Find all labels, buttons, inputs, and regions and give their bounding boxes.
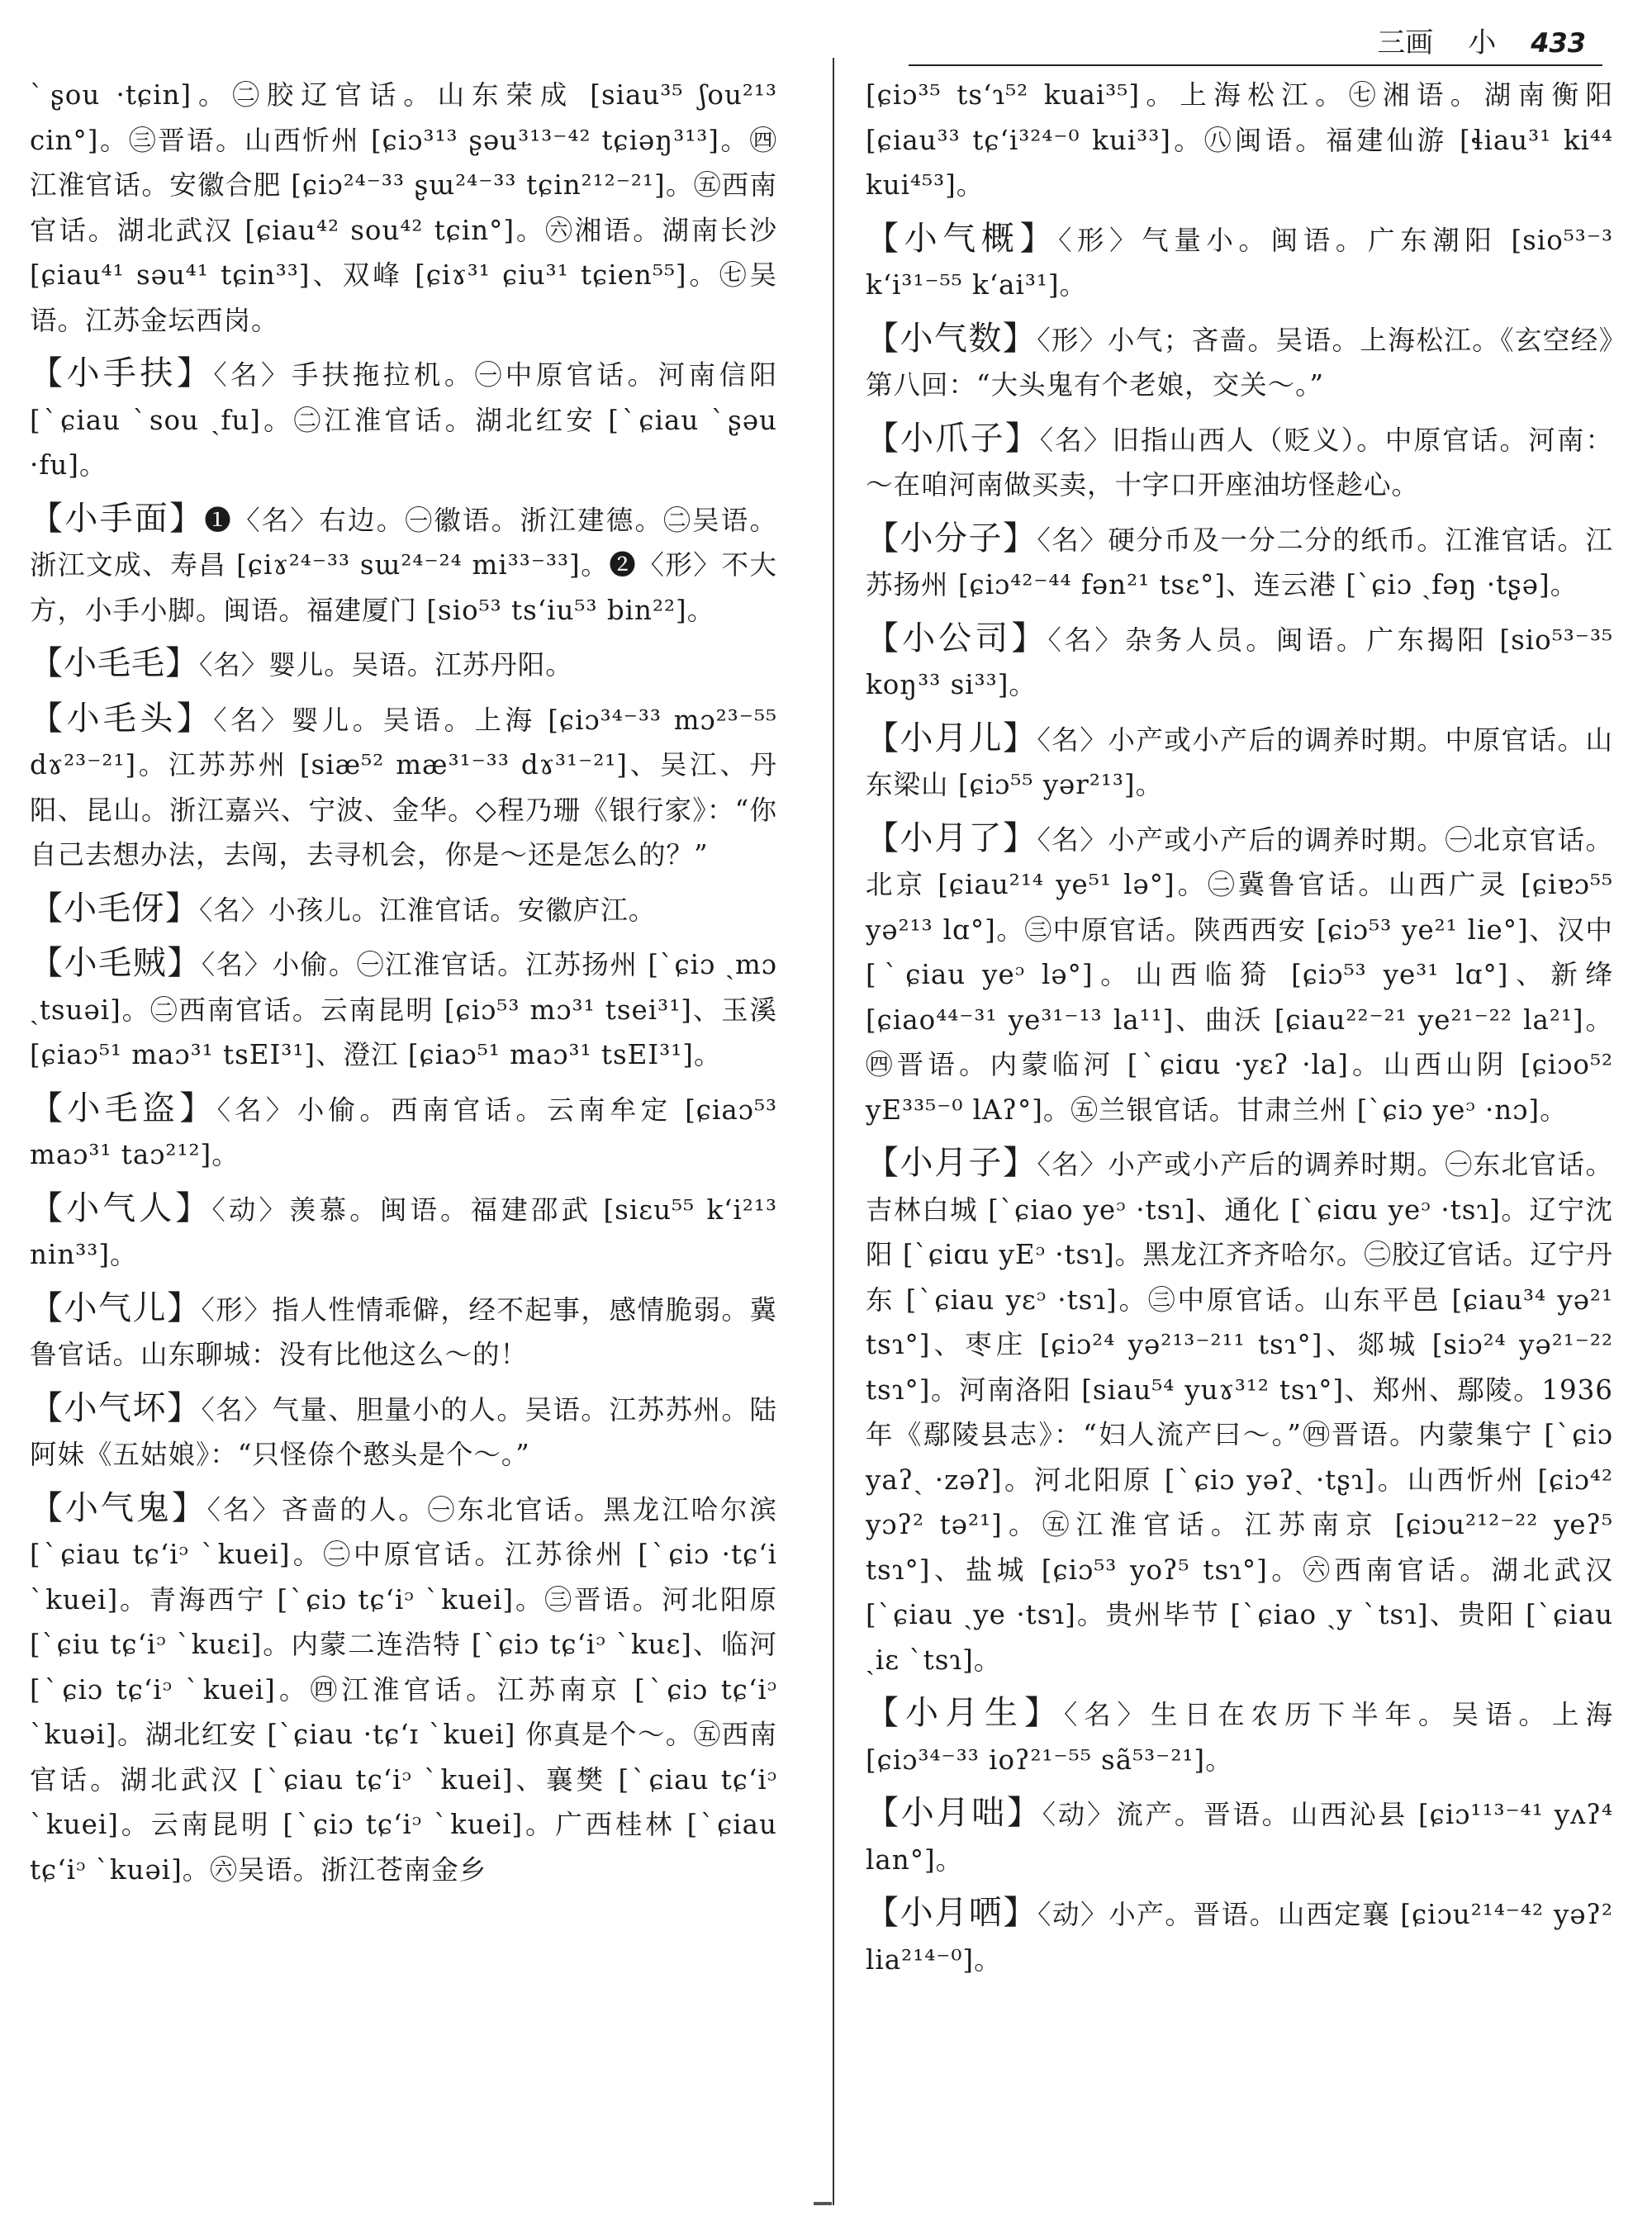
entry-headword: 【小毛头】 <box>30 699 214 738</box>
entry-definition: 〈名〉硬分币及一分二分的纸币。江淮官话。江苏扬州 [ɕiɔ⁴²⁻⁴⁴ fən²¹ tsɛ°]、连云港 [ˋɕiɔ ˎfəŋ ·tʂə]。 <box>866 524 1613 600</box>
dictionary-entry <box>30 696 777 878</box>
dictionary-entry <box>866 216 1613 308</box>
entry-definition: 〈名〉婴儿。吴语。上海 [ɕiɔ³⁴⁻³³ mɔ²³⁻⁵⁵ dɤ²³⁻²¹]。江苏苏州 [siæ⁵² mæ³¹⁻³³ dɤ³¹⁻²¹]、吴江、丹阳、昆山。浙江嘉兴、宁波、金华。◇程乃珊《银行家》：“你自己去想办法，去闯，去寻机会，你是～还是怎么的？” <box>30 704 778 871</box>
page-bottom-mark <box>814 2202 832 2205</box>
column-divider <box>833 58 834 2205</box>
dictionary-entry <box>866 1891 1613 1982</box>
entry-definition: 〈名〉小产或小产后的调养时期。中原官话。山东梁山 [ɕiɔ⁵⁵ yər²¹³]。 <box>866 724 1613 800</box>
entry-definition: 〈动〉羡慕。闽语。福建邵武 [siɛu⁵⁵ kʻi²¹³ nin³³]。 <box>30 1193 777 1270</box>
entry-definition: 〈名〉气量、胆量小的人。吴语。江苏苏州。陆阿妹《五姑娘》：“只怪倷个憨头是个～。” <box>30 1393 777 1470</box>
entry-definition: 〈名〉小偷。西南官话。云南牟定 [ɕiaɔ⁵³ maɔ³¹ taɔ²¹²]。 <box>30 1094 778 1170</box>
entry-headword: 【小爪子】 <box>866 419 1040 458</box>
entry-headword: 【小毛盗】 <box>30 1089 217 1127</box>
dictionary-entry <box>30 1486 777 1893</box>
entry-definition: 〈形〉小气；吝啬。吴语。上海松江。《玄空经》第八回：“大头鬼有个老娘，交关～。” <box>866 324 1613 401</box>
entry-headword: 【小气数】 <box>866 319 1037 358</box>
entry-headword: 【小公司】 <box>866 619 1048 657</box>
entry-headword: 【小气人】 <box>30 1189 212 1227</box>
entry-headword: 【小气儿】 <box>30 1288 202 1327</box>
running-header <box>1377 20 1586 60</box>
entry-definition: 〈名〉杂务人员。闽语。广东揭阳 [sio⁵³⁻³⁵ koŋ³³ si³³]。 <box>866 624 1613 700</box>
entry-definition: 〈名〉吝啬的人。㊀东北官话。黑龙江哈尔滨 [ˋɕiau tɕʻiᵓ ˋkuei]。㊁中原官话。江苏徐州 [ˋɕiɔ ·tɕʻi ˋkuei]。青海西宁 [ˋɕiɔ tɕʻiᵓ ˋkuei]。㊂晋语。河北阳原 [ˋɕiu tɕʻiᵓ ˋkuɛi]。内蒙二连浩特 [ˋɕiɔ tɕʻiᵓ ˋkuɛ]、临河 [ˋɕiɔ tɕʻiᵓ ˋkuei]。㊃江淮官话。江苏南京 [ˋɕiɔ tɕʻiᵓ ˋkuəi]。湖北红安 [ˋɕiau ·tɕʻɪ ˋkuei] 你真是个～。㊄西南官话。湖北武汉 [ˋɕiau tɕʻiᵓ ˋkuei]、襄樊 [ˋɕiau tɕʻiᵓ ˋkuei]。云南昆明 [ˋɕiɔ tɕʻiᵓ ˋkuei]。广西桂林 [ˋɕiau tɕʻiᵓ ˋkuəi]。㊅吴语。浙江苍南金乡 <box>30 1493 777 1886</box>
page-header <box>50 15 1619 63</box>
dictionary-entry <box>866 416 1613 508</box>
entry-headword: 【小毛贼】 <box>30 944 202 982</box>
left-column <box>30 73 777 1900</box>
entry-definition: 〈名〉生日在农历下半年。吴语。上海 [ɕiɔ³⁴⁻³³ ioʔ²¹⁻⁵⁵ sã⁵³⁻²¹]。 <box>866 1699 1613 1776</box>
entry-headword: 【小月哂】 <box>866 1894 1038 1932</box>
dictionary-entry <box>30 886 777 933</box>
entry-definition: ❶〈名〉右边。㊀徽语。浙江建德。㊁吴语。浙江文成、寿昌 [ɕiɤ²⁴⁻³³ sɯ²⁴⁻²⁴ mi³³⁻³³]。❷〈形〉不大方，小手小脚。闽语。福建厦门 [sio⁵³ tsʻiu⁵³ bin²²]。 <box>30 504 777 626</box>
header-rule <box>909 64 1602 66</box>
entry-definition: 〈形〉气量小。闽语。广东潮阳 [sio⁵³⁻³ kʻi³¹⁻⁵⁵ kʻai³¹]。 <box>866 224 1614 301</box>
entry-definition: 〈名〉婴儿。吴语。江苏丹阳。 <box>199 649 573 681</box>
entry-definition: 〈动〉流产。晋语。山西沁县 [ɕiɔ¹¹³⁻⁴¹ yʌʔ⁴ lan°]。 <box>866 1799 1613 1876</box>
header-section: 三画 <box>1377 26 1434 59</box>
entry-definition: [ɕiɔ³⁵ tsʻɿ⁵² kuai³⁵]。上海松江。㊆湘语。湖南衡阳 [ɕiau³³ tɕʻi³²⁴⁻⁰ kui³³]。㊇闽语。福建仙游 [ɬiau³¹ ki⁴⁴ kui⁴⁵³]。 <box>866 79 1613 201</box>
dictionary-entry <box>30 1086 777 1178</box>
entry-headword: 【小气概】 <box>866 219 1059 258</box>
dictionary-entry <box>30 941 777 1078</box>
entry-headword: 【小气鬼】 <box>30 1488 207 1527</box>
dictionary-entry <box>30 351 777 488</box>
entry-headword: 【小手扶】 <box>30 354 214 392</box>
dictionary-entry <box>30 1386 777 1478</box>
header-radical: 小 <box>1468 26 1497 59</box>
entry-definition: 〈名〉小产或小产后的调养时期。㊀东北官话。吉林白城 [ˋɕiao yeᵓ ·tsɿ]、通化 [ˋɕiɑu yeᵓ ·tsɿ]。辽宁沈阳 [ˋɕiɑu yEᵓ ·tsɿ]。黑龙江齐齐哈尔。㊁胶辽官话。辽宁丹东 [ˋɕiau yɛᵓ ·tsɿ]。㊂中原官话。山东平邑 [ɕiau³⁴ yə²¹ tsɿ°]、枣庄 [ɕiɔ²⁴ yə²¹³⁻²¹¹ tsɿ°]、郯城 [siɔ²⁴ yə²¹⁻²² tsɿ°]。河南洛阳 [siau⁵⁴ yuɤ³¹² tsɿ°]、郑州、鄢陵。1936年《鄢陵县志》：“妇人流产曰～。”㊃晋语。内蒙集宁 [ˋɕiɔ yaʔˎ ·zəʔ]。河北阳原 [ˋɕiɔ yəʔˎ ·tʂɿ]。山西忻州 [ɕiɔ⁴² yɔʔ² tə²¹]。㊄江淮官话。江苏南京 [ɕiɔu²¹²⁻²² yeʔ⁵ tsɿ°]、盐城 [ɕiɔ⁵³ yoʔ⁵ tsɿ°]。㊅西南官话。湖北武汉 [ˋɕiau ˎye ·tsɿ]。贵州毕节 [ˋɕiao ˎy ˋtsɿ]、贵阳 [ˋɕiau ˎiɛ ˋtsɿ]。 <box>866 1149 1613 1676</box>
entry-headword: 【小毛毛】 <box>30 644 199 682</box>
dictionary-entry <box>866 1791 1613 1882</box>
right-column <box>866 73 1613 1990</box>
entry-definition: 〈形〉指人性情乖僻，经不起事，感情脆弱。冀鲁官话。山东聊城：没有比他这么～的！ <box>30 1293 777 1370</box>
entry-headword: 【小毛伢】 <box>30 889 199 928</box>
entry-headword: 【小分子】 <box>866 519 1037 558</box>
dictionary-entry <box>30 73 777 343</box>
dictionary-entry <box>866 816 1613 1133</box>
entry-headword: 【小月生】 <box>866 1694 1064 1732</box>
entry-definition: 〈名〉手扶拖拉机。㊀中原官话。河南信阳 [ˋɕiau ˋsou ˎfu]。㊁江淮官话。湖北红安 [ˋɕiau ˋʂəu ·fu]。 <box>30 359 777 481</box>
entry-headword: 【小月咄】 <box>866 1794 1042 1832</box>
dictionary-entry <box>866 1141 1613 1682</box>
dictionary-entry <box>866 73 1613 208</box>
dictionary-entry <box>30 496 777 633</box>
entry-definition: 〈动〉小产。晋语。山西定襄 [ɕiɔu²¹⁴⁻⁴² yəʔ² lia²¹⁴⁻⁰]。 <box>866 1899 1614 1976</box>
entry-definition: 〈名〉小产或小产后的调养时期。㊀北京官话。北京 [ɕiau²¹⁴ ye⁵¹ lə°]。㊁冀鲁官话。山西广灵 [ɕiɐɔ⁵⁵ yə²¹³ lɑ°]。㊂中原官话。陕西西安 [ɕiɔ⁵³ ye²¹ lie°]、汉中 [ˋɕiau yeᵓ lə°]。山西临猗 [ɕiɔ⁵³ ye³¹ lɑ°]、新绛 [ɕiao⁴⁴⁻³¹ ye³¹⁻¹³ la¹¹]、曲沃 [ɕiau²²⁻²¹ ye²¹⁻²² la²¹]。㊃晋语。内蒙临河 [ˋɕiɑu ·yɛʔ ·la]。山西山阴 [ɕiɔo⁵² yE³³⁵⁻⁰ lAʔ°]。㊄兰银官话。甘肃兰州 [ˋɕiɔ yeᵓ ·nɔ]。 <box>866 823 1613 1126</box>
dictionary-entry <box>866 316 1613 408</box>
entry-headword: 【小手面】 <box>30 499 205 538</box>
entry-definition: 〈名〉小孩儿。江淮官话。安徽庐江。 <box>199 894 657 926</box>
entry-headword: 【小月儿】 <box>866 719 1037 757</box>
entry-headword: 【小气坏】 <box>30 1388 202 1427</box>
entry-definition: ˋʂou ·tɕin]。㊁胶辽官话。山东荣成 [siau³⁵ ʃou²¹³ cin°]。㊂晋语。山西忻州 [ɕiɔ³¹³ ʂəu³¹³⁻⁴² tɕiəŋ³¹³]。㊃江淮官话。安徽合肥 [ɕiɔ²⁴⁻³³ ʂɯ²⁴⁻³³ tɕin²¹²⁻²¹]。㊄西南官话。湖北武汉 [ɕiau⁴² sou⁴² tɕin°]。㊅湘语。湖南长沙 [ɕiau⁴¹ səu⁴¹ tɕin³³]、双峰 [ɕiɤ³¹ ɕiu³¹ tɕien⁵⁵]。㊆吴语。江苏金坛西岗。 <box>30 79 777 336</box>
dictionary-entry <box>30 1186 777 1278</box>
entry-headword: 【小月了】 <box>866 818 1037 857</box>
dictionary-entry <box>866 1691 1613 1782</box>
entry-definition: 〈名〉旧指山西人（贬义）。中原官话。河南：～在咱河南做买卖，十字口开座油坊怪趁心。 <box>866 424 1613 501</box>
dictionary-entry <box>866 516 1613 608</box>
dictionary-entry <box>866 716 1613 808</box>
entry-definition: 〈名〉小偷。㊀江淮官话。江苏扬州 [ˋɕiɔ ˎmɔ ˎtsuəi]。㊁西南官话。云南昆明 [ɕiɔ⁵³ mɔ³¹ tsei³¹]、玉溪 [ɕiaɔ⁵¹ maɔ³¹ tsEI³¹]、澄江 [ɕiaɔ⁵¹ maɔ³¹ tsEI³¹]。 <box>30 949 778 1070</box>
page-number: 433 <box>1531 27 1586 59</box>
entry-headword: 【小月子】 <box>866 1144 1037 1182</box>
dictionary-entry <box>30 641 777 688</box>
dictionary-entry <box>866 616 1613 708</box>
dictionary-entry <box>30 1286 777 1378</box>
